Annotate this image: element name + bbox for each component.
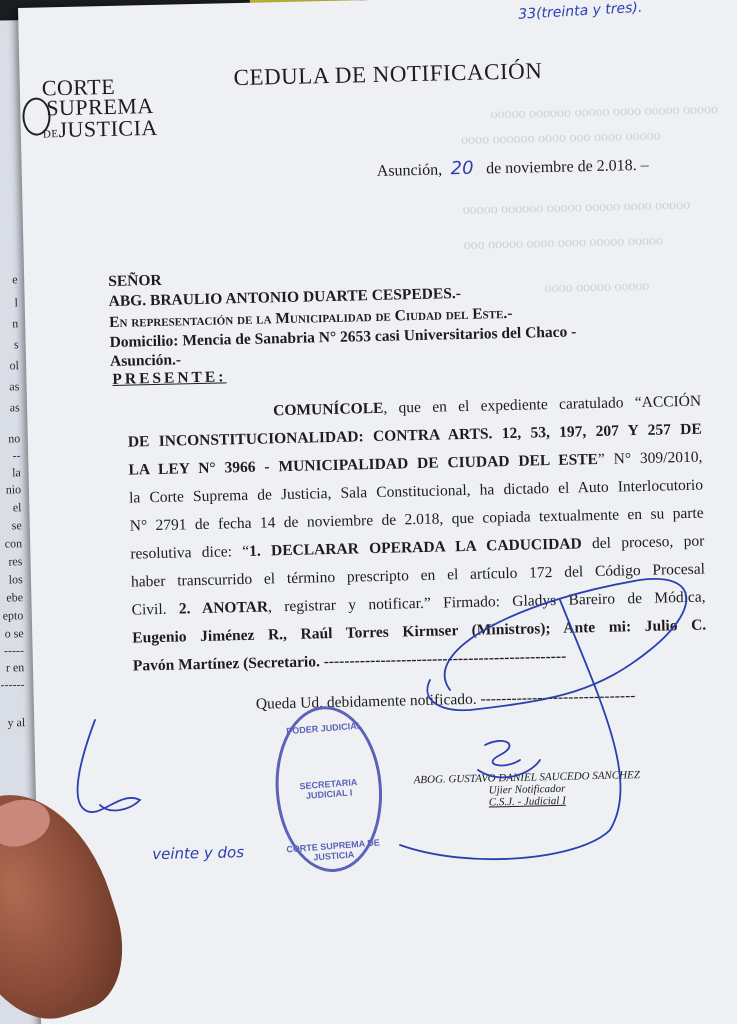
closing-line: Queda Ud. debidamente notificado. ------------------------------ [255,687,636,713]
left-page-fragment: -- [12,448,21,463]
left-page-fragment: res [8,554,23,569]
body-line: resolutiva dice: “1. DECLARAR OPERADA LA CADUCIDAD del proceso, por [130,532,705,563]
recipient-representation: En representación de la Municipalidad de Ciudad del Este.- [108,304,513,332]
presente-label: PRESENTE: [112,368,227,388]
body-line: N° 2791 de fecha 14 de noviembre de 2.018, que copiada textualmente en su parte [129,504,704,535]
body-line: la Corte Suprema de Justicia, Sala Constitucional, ha dictado el Auto Interlocutorio [128,476,704,507]
left-page-fragment: ------ [0,677,25,692]
handwritten-note: veinte y dos [152,843,245,864]
date-day: 20 [450,157,474,180]
left-page-fragment: se [11,518,22,533]
left-page-fragment: y al [7,715,26,730]
date-suffix: de noviembre de 2.018. – [485,156,649,178]
ujier-role: Ujier Notificador [488,782,566,797]
court-stamp: PODER JUDICIAL SECRETARIA JUDICIAL I CORTE SUPREMA DE JUSTICIA [270,702,388,875]
left-page-fragment: ebe [6,590,24,605]
bleed-through-text: ooooo ooooo oooo ooooo oooooo ooooo [490,102,719,123]
left-page-fragment: ----- [3,643,25,658]
left-page-fragment: ol [9,358,20,373]
ujier-name: ABOG. GUSTAVO DANIEL SAUCEDO SANCHEZ [413,769,641,787]
recipient-name: ABG. BRAULIO ANTONIO DUARTE CESPEDES.- [108,285,462,311]
left-page-fragment: nio [5,482,22,497]
logo-line: DE [42,128,59,141]
recipient-domicile: Domicilio: Mencia de Sanabria N° 2653 casi Universitarios del Chaco - [109,323,577,352]
logo-line: SUPREMA [45,92,154,121]
left-page-fragment: la [12,465,21,480]
body-line: COMUNÍCOLE, que en el expediente caratulado “ACCIÓN [273,392,702,420]
left-page-fragment: el [12,500,22,515]
left-page-fragment: as [9,379,20,394]
bleed-through-text: ooooo ooooo oooo oooo ooooo ooo [463,233,664,253]
ujier-block [413,769,640,810]
body-line: Pavón Martínez (Secretario. ----------------------------------------------- [132,647,567,675]
left-page-fragment: no [8,431,21,446]
left-page-fragment: con [4,536,23,551]
body-line: Eugenio Jiménez R., Raúl Torres Kirmser (Ministros); Ante mi: Julio C. [132,616,707,647]
salutation: SEÑOR [108,271,162,291]
left-page-fragment: r en [5,660,25,675]
ujier-unit: C.S.J. - Judicial I [488,794,566,809]
left-page-fragment: l [14,295,18,310]
bleed-through-text: ooooo ooooo oooo [544,278,650,297]
left-page-fragment: o se [4,626,24,641]
document-title: CEDULA DE NOTIFICACIÓN [233,58,543,91]
date-prefix: Asunción, [376,161,443,180]
recipient-city: Asunción.- [109,351,182,371]
corte-suprema-logo [20,72,192,156]
logo-line: CORTE [41,73,116,101]
left-page-fragment: as [9,400,20,415]
date-line [377,154,649,181]
logo-line: JUSTICIA [58,114,159,143]
body-line: DE INCONSTITUCIONALIDAD: CONTRA ARTS. 12, 53, 197, 207 Y 257 DE [127,420,702,451]
notification-document [18,0,737,1024]
bleed-through-text: ooooo oooo ooo oooo oooooo oooo [460,128,661,148]
left-page-fragment: n [12,316,19,331]
bleed-through-text: ooooo oooo ooooo ooooo oooooo ooooo [462,197,691,218]
left-page-fragment: e [11,272,18,287]
body-line: LA LEY N° 3966 - MUNICIPALIDAD DE CIUDAD DEL ESTE” N° 309/2010, [128,448,703,479]
left-page-fragment: los [8,572,23,587]
handwritten-page-number: 33(treinta y tres). [517,0,643,23]
left-page-fragment: s [13,337,19,352]
body-line: Civil. 2. ANOTAR, registrar y notificar.” Firmado: Gladys Bareiro de Módica, [131,588,706,619]
body-line: haber transcurrido el término prescripto en el artículo 172 del Código Procesal [130,560,706,591]
left-page-fragment: epto [2,608,24,623]
